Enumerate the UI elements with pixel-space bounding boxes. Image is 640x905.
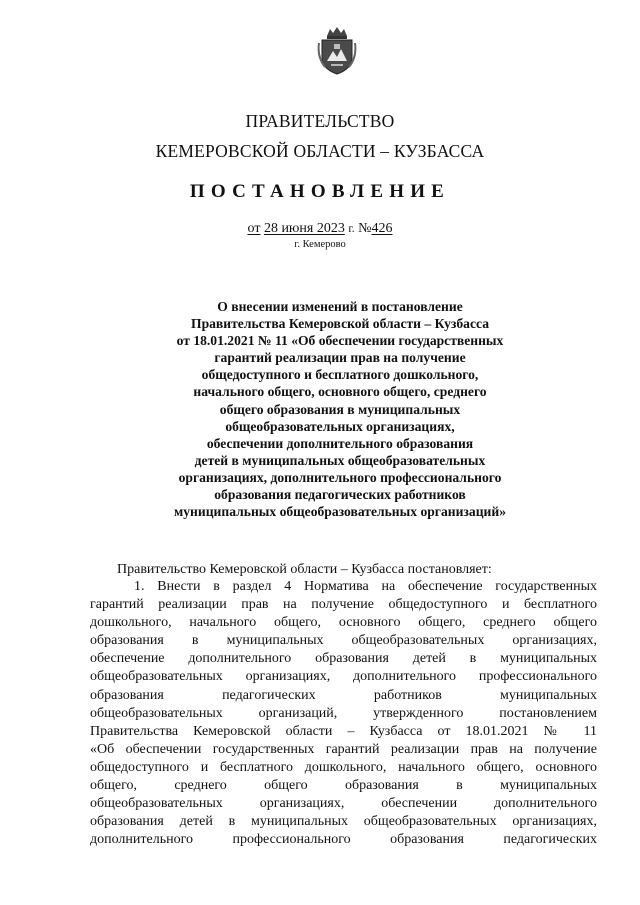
title-line: от 18.01.2021 № 11 «Об обеспечении государственных <box>176 333 504 349</box>
lead-line: Правительство Кемеровской области – Кузбасса постановляет: <box>117 562 492 577</box>
body-line: общедоступного и бесплатного дошкольного, начального общего, основного <box>90 759 597 775</box>
title-line: общедоступного и бесплатного дошкольного, <box>201 367 479 383</box>
body-line: образования педагогических работников муниципальных <box>90 687 597 703</box>
body-line: общеобразовательных организациях, обеспечении дополнительного <box>90 796 597 812</box>
body-line: 1. Внести в раздел 4 Норматива на обеспечение государственных <box>134 579 597 594</box>
body-line: образования в муниципальных общеобразовательных организациях, <box>90 633 597 649</box>
decree-number: 426 <box>371 221 393 236</box>
title-line: обеспечении дополнительного образования <box>206 435 474 451</box>
body-line: гарантий реализации прав на получение общедоступного и бесплатного <box>90 597 597 613</box>
body-line: Правительства Кемеровской области – Кузбасса от 18.01.2021 № 11 <box>90 723 597 739</box>
decree-date: 28 июня 2023 <box>263 221 345 236</box>
body-line: общего, среднего общего образования в муниципальных <box>90 778 597 794</box>
number-prefix: № <box>358 221 372 236</box>
decree-title <box>0 298 640 520</box>
body-line: дополнительного профессионального образования педагогических <box>90 832 597 848</box>
body-line: «Об обеспечении государственных гарантий реализации прав на получение <box>90 741 597 757</box>
document-type-heading: ПОСТАНОВЛЕНИЕ <box>189 181 451 202</box>
title-line: образования педагогических работников <box>214 487 466 503</box>
body-line: образования детей в муниципальных общеобразовательных организациях, <box>90 814 597 830</box>
title-line: детей в муниципальных общеобразовательных <box>194 452 486 468</box>
title-line: общего образования в муниципальных <box>219 401 461 417</box>
title-line: О внесении изменений в постановление <box>217 299 463 314</box>
body-line: обеспечение дополнительного образования детей в муниципальных <box>90 651 597 667</box>
title-line: общеобразовательных организациях, <box>225 418 455 434</box>
lead-paragraph <box>90 561 597 579</box>
title-line: начального общего, основного общего, среднего <box>193 384 487 400</box>
date-prefix: от <box>247 221 261 236</box>
government-name-line2: КЕМЕРОВСКОЙ ОБЛАСТИ – КУЗБАССА <box>155 141 485 161</box>
body-paragraph-1 <box>90 578 597 849</box>
body-line: дошкольного, начального общего, основного общего, среднего общего <box>90 615 597 631</box>
date-number-line <box>0 221 640 237</box>
coat-of-arms-icon <box>317 27 357 75</box>
title-line: гарантий реализации прав на получение <box>214 350 466 366</box>
city-label: г. Кемерово <box>294 239 346 250</box>
government-name-line1: ПРАВИТЕЛЬСТВО <box>245 111 395 131</box>
year-suffix: г. <box>348 223 355 235</box>
title-line: Правительства Кемеровской области – Кузбасса <box>191 316 489 332</box>
title-line: муниципальных общеобразовательных организаций» <box>174 504 506 520</box>
body-line: общеобразовательных организациях, дополнительного профессионального <box>90 669 597 685</box>
title-line: организациях, дополнительного профессионального <box>178 469 502 485</box>
body-line: общеобразовательных организаций, утвержденного постановлением <box>90 705 597 721</box>
